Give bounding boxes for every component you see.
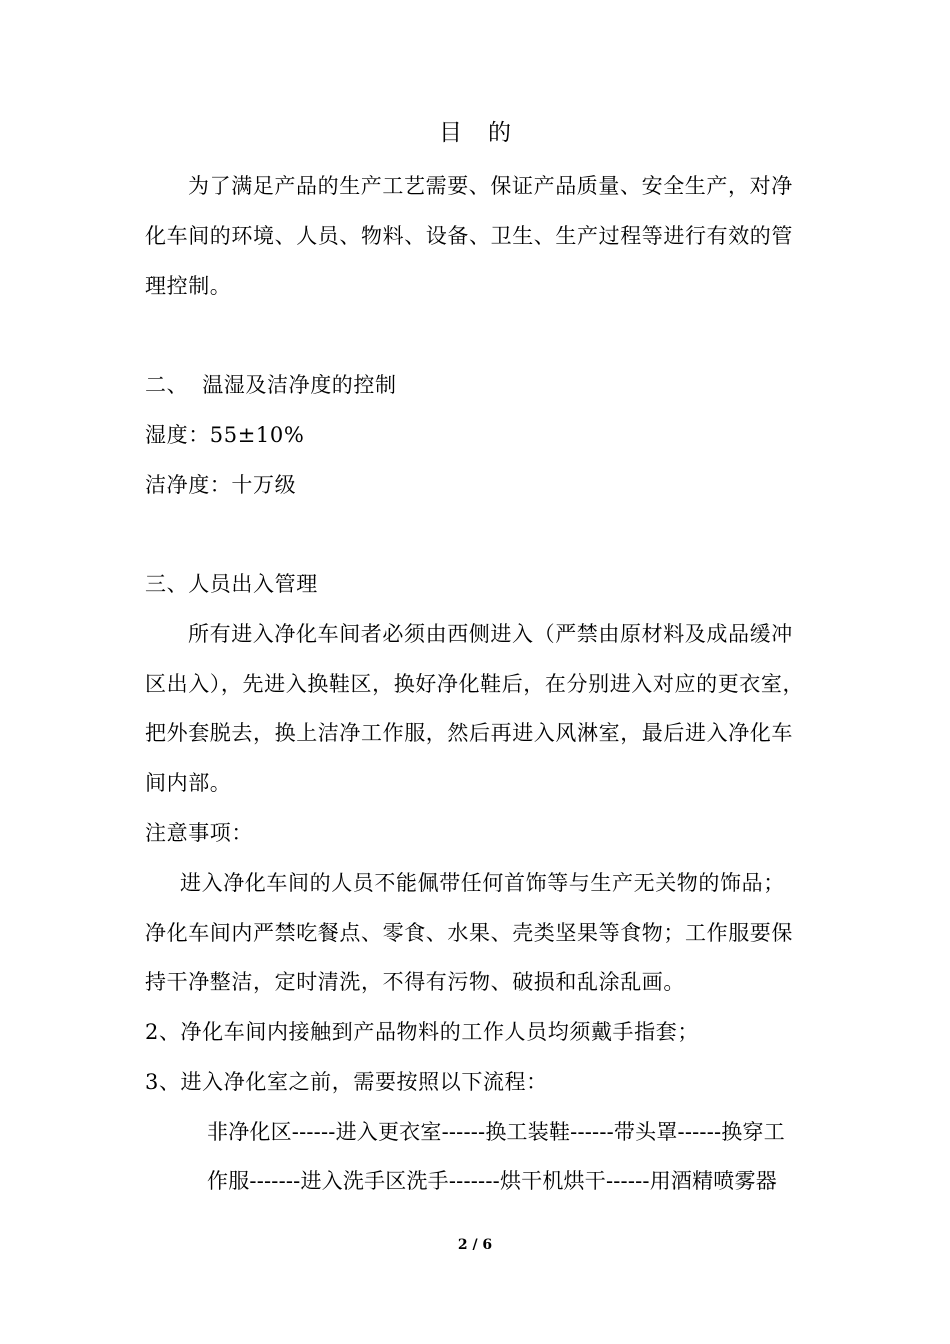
section-2-heading <box>145 371 397 399</box>
note-1-line-1: 进入净化车间的人员不能佩带任何首饰等与生产无关物的饰品； <box>180 871 785 895</box>
flow-line-1: 非净化区------进入更衣室------换工装鞋------带头罩------换穿工 <box>207 1120 785 1144</box>
page-title <box>0 118 950 148</box>
note-1-line-3: 持干净整洁，定时清洗，不得有污物、破损和乱涂乱画。 <box>145 970 685 994</box>
section-3-heading: 三、人员出入管理 <box>145 572 318 596</box>
entry-line-3: 把外套脱去，换上洁净工作服，然后再进入风淋室，最后进入净化车 <box>145 721 793 745</box>
note-3: 3、进入净化室之前，需要按照以下流程： <box>145 1070 548 1094</box>
purpose-line-1: 为了满足产品的生产工艺需要、保证产品质量、安全生产，对净 <box>188 174 793 198</box>
cleanliness-spec: 洁净度：十万级 <box>145 473 297 497</box>
section-2-title: 温湿及洁净度的控制 <box>202 373 397 397</box>
entry-line-1: 所有进入净化车间者必须由西侧进入（严禁由原材料及成品缓冲 <box>188 622 793 646</box>
purpose-line-3: 理控制。 <box>145 274 232 298</box>
entry-line-4: 间内部。 <box>145 771 232 795</box>
purpose-line-2: 化车间的环境、人员、物料、设备、卫生、生产过程等进行有效的管 <box>145 224 793 248</box>
flow-line-2: 作服-------进入洗手区洗手-------烘干机烘干------用酒精喷雾器 <box>207 1169 777 1193</box>
humidity-spec: 湿度：55±10% <box>145 423 305 447</box>
title-char-2: 的 <box>488 120 511 146</box>
note-1-line-2: 净化车间内严禁吃餐点、零食、水果、壳类坚果等食物；工作服要保 <box>145 921 793 945</box>
title-char-1: 目 <box>439 120 462 146</box>
note-2: 2、净化车间内接触到产品物料的工作人员均须戴手指套； <box>145 1020 699 1044</box>
notes-label: 注意事项： <box>145 821 253 845</box>
section-2-number: 二、 <box>145 373 189 397</box>
entry-line-2: 区出入），先进入换鞋区，换好净化鞋后，在分别进入对应的更衣室， <box>145 672 805 696</box>
page-number: 2 / 6 <box>457 1237 493 1253</box>
